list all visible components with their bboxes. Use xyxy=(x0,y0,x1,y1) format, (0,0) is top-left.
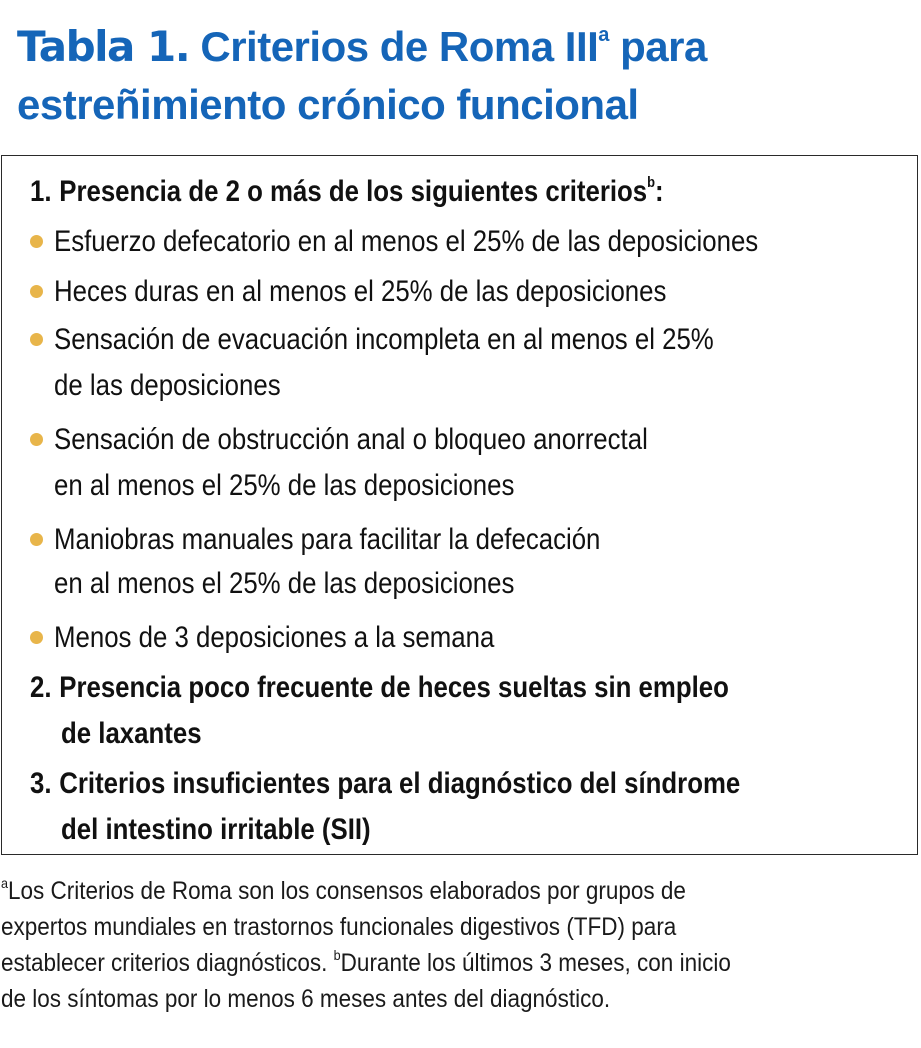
criterion-suffix: : xyxy=(655,175,664,208)
bullet-item-continuation: en al menos el 25% de las deposiciones xyxy=(54,469,515,502)
table-title-line2: estreñimiento crónico funcional xyxy=(17,81,639,128)
criterion-1 xyxy=(30,168,664,216)
criterion-3-continuation: del intestino irritable (SII) xyxy=(61,813,371,846)
footnote-text: Los Criterios de Roma son los consensos elaborados por grupos de xyxy=(8,877,686,905)
footnote-line xyxy=(1,873,686,909)
footnote-superscript: a xyxy=(1,875,9,891)
bullet-item-continuation: en al menos el 25% de las deposiciones xyxy=(54,567,515,600)
criterion-2 xyxy=(30,664,729,712)
criterion-superscript: b xyxy=(647,174,656,191)
table-title xyxy=(17,18,907,134)
bullet-dot-icon xyxy=(30,433,43,446)
bullet-item: Heces duras en al menos el 25% de las deposiciones xyxy=(54,275,667,308)
table-title-text: Criterios de Roma III xyxy=(200,23,599,70)
criteria-table xyxy=(1,155,918,855)
footnote-text: Durante los últimos 3 meses, con inicio xyxy=(340,949,731,977)
bullet-dot-icon xyxy=(30,235,43,248)
criterion-number: 3. xyxy=(30,767,52,800)
criterion-2-continuation: de laxantes xyxy=(61,717,202,750)
criterion-text: Presencia de 2 o más de los siguientes criterios xyxy=(59,175,648,208)
criterion-text: Presencia poco frecuente de heces sueltas sin empleo xyxy=(59,671,729,704)
bullet-dot-icon xyxy=(30,533,43,546)
bullet-item: Sensación de obstrucción anal o bloqueo anorrectal xyxy=(54,423,648,456)
bullet-item: Maniobras manuales para facilitar la defecación xyxy=(54,523,601,556)
bullet-dot-icon xyxy=(30,333,43,346)
criterion-number: 2. xyxy=(30,671,52,704)
bullet-dot-icon xyxy=(30,285,43,298)
table-title-label: Tabla 1. xyxy=(17,22,190,71)
criterion-number: 1. xyxy=(30,175,52,208)
criterion-text: Criterios insuficientes para el diagnóstico del síndrome xyxy=(59,767,741,800)
table-title-rest: para xyxy=(620,23,707,70)
bullet-dot-icon xyxy=(30,631,43,644)
bullet-item: Esfuerzo defecatorio en al menos el 25% de las deposiciones xyxy=(54,225,759,258)
bullet-item: Menos de 3 deposiciones a la semana xyxy=(54,621,495,654)
footnote-line: de los síntomas por lo menos 6 meses antes del diagnóstico. xyxy=(1,985,611,1013)
footnote-superscript: b xyxy=(333,947,341,963)
footnote-text: establecer criterios diagnósticos. xyxy=(1,949,334,977)
footnote-line: expertos mundiales en trastornos funcionales digestivos (TFD) para xyxy=(1,913,677,941)
bullet-item: Sensación de evacuación incompleta en al menos el 25% xyxy=(54,323,714,356)
bullet-item-continuation: de las deposiciones xyxy=(54,369,281,402)
criterion-3 xyxy=(30,760,740,808)
table-title-superscript: a xyxy=(598,24,609,46)
footnote-line xyxy=(1,945,731,981)
